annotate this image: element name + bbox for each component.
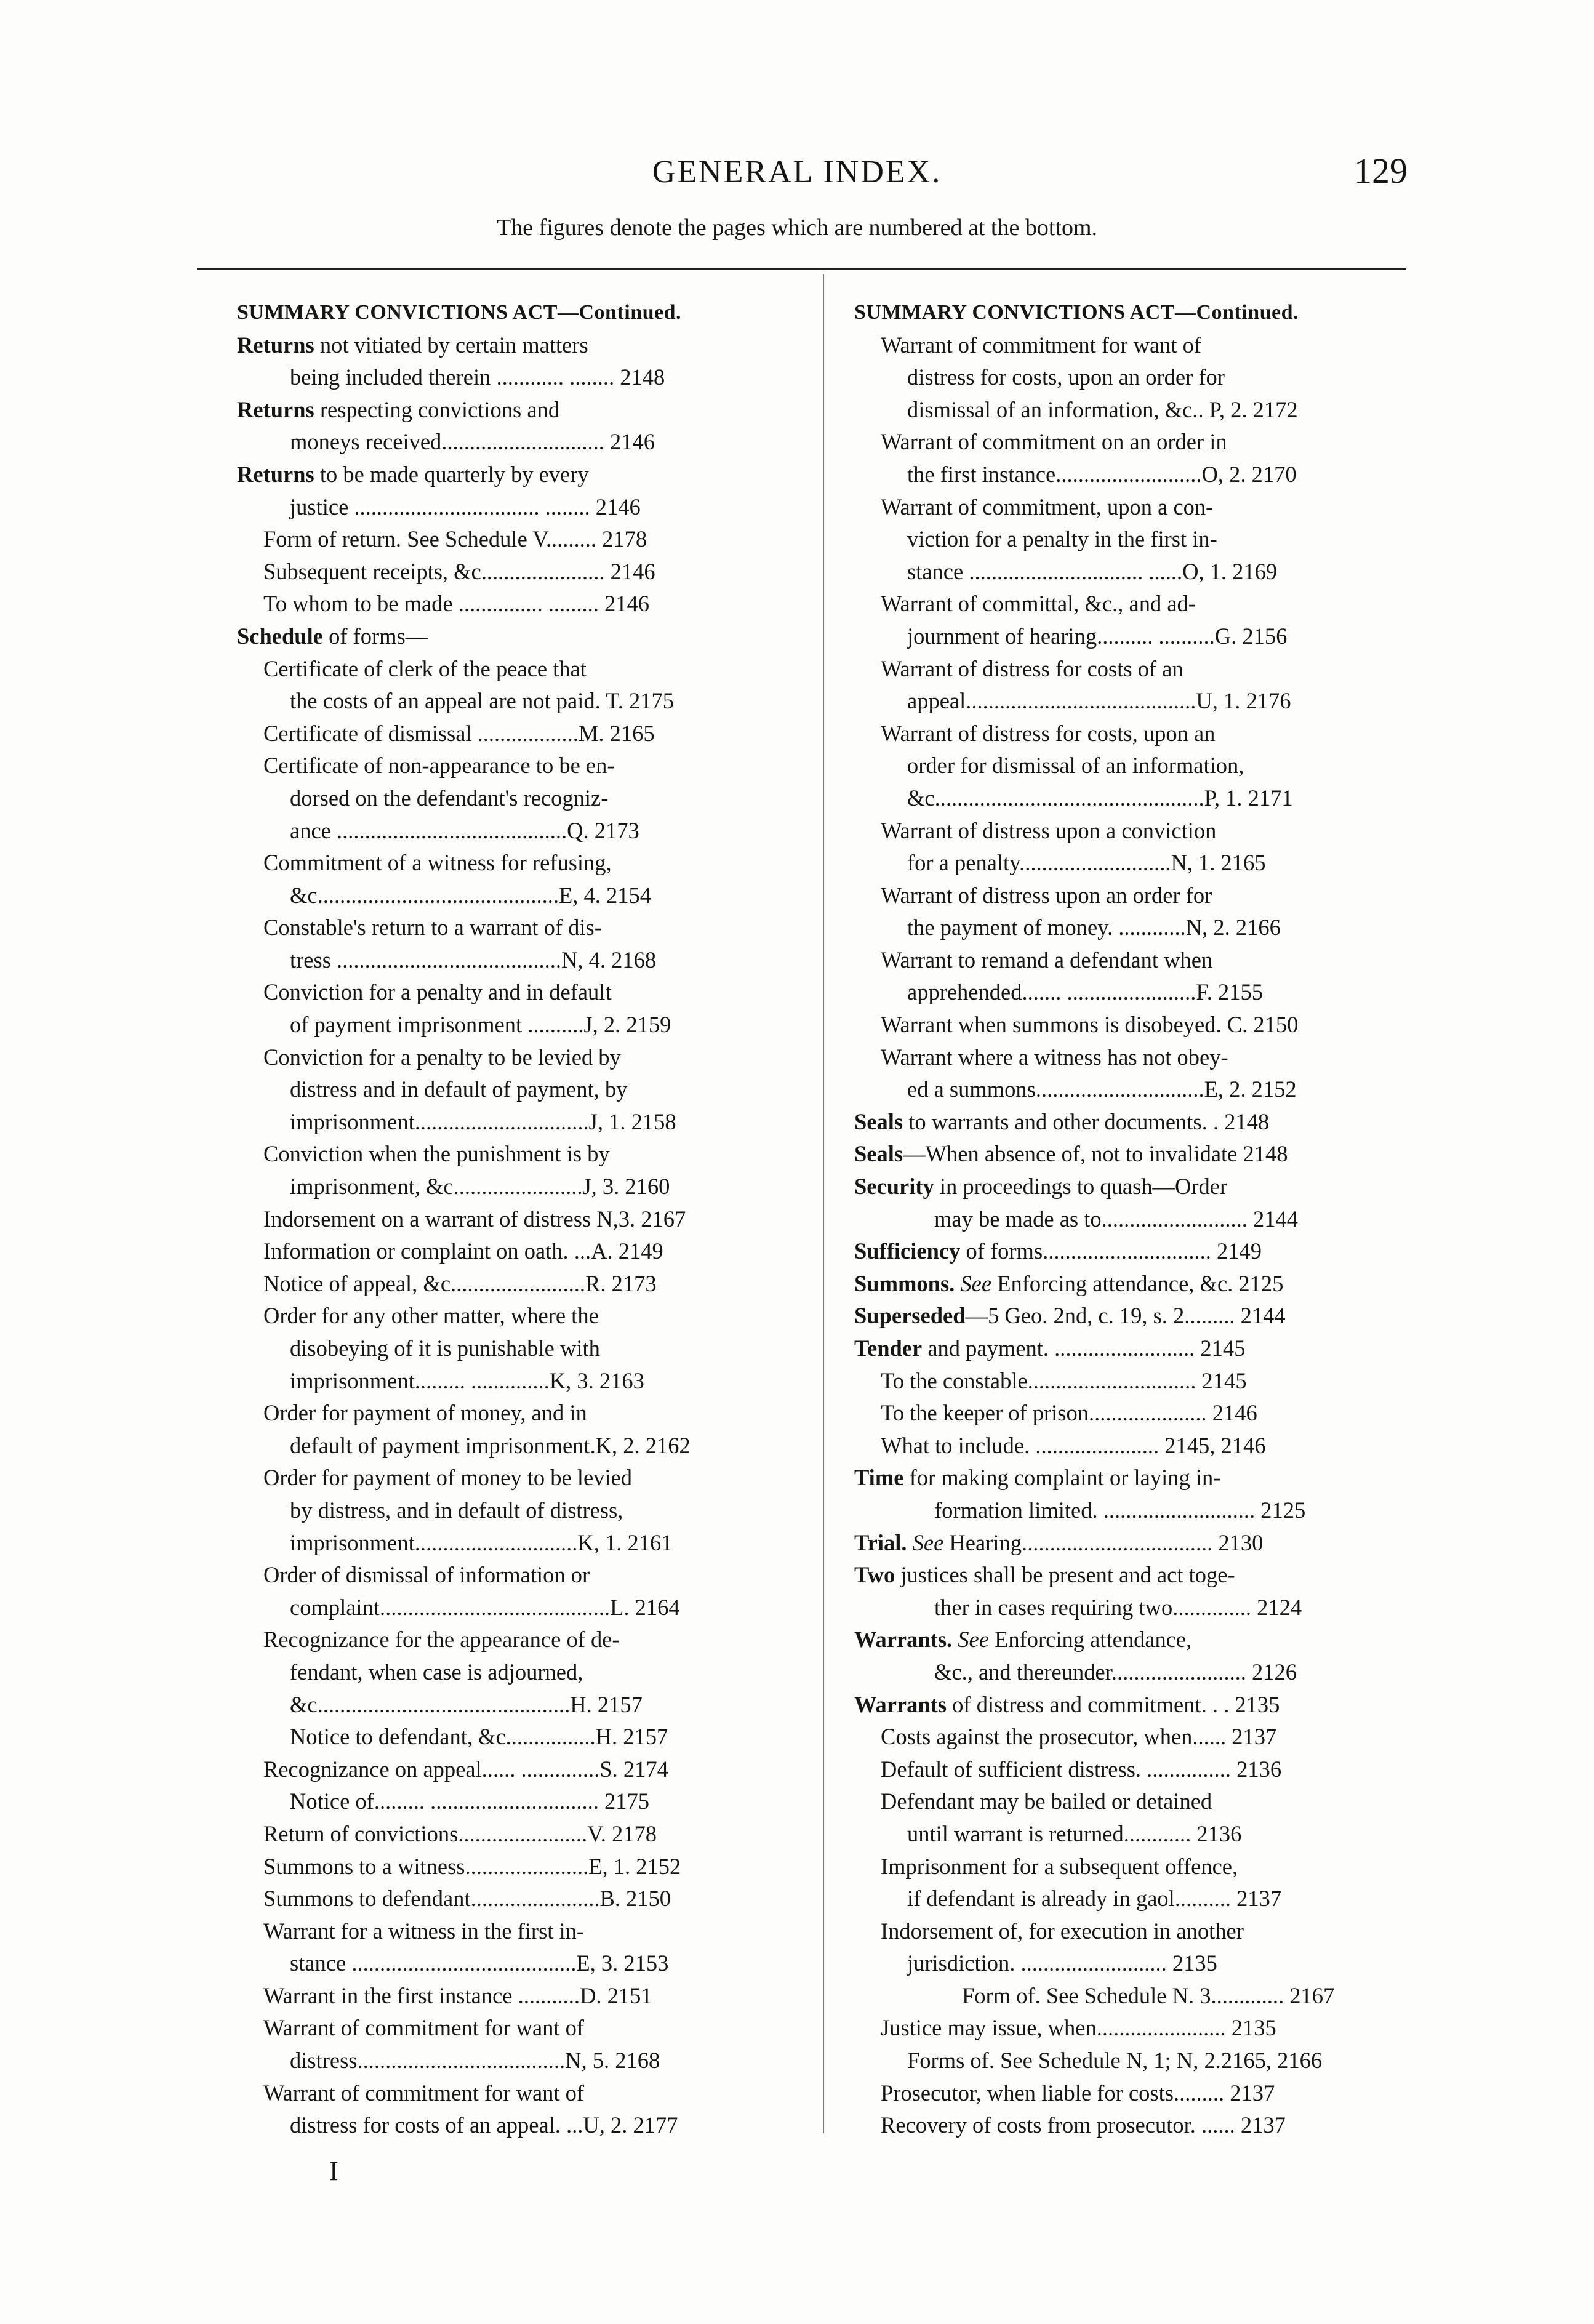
entry-text: Warrant when summons is disobeyed. C. 2150 [881, 1012, 1299, 1038]
index-entry-line [854, 685, 1408, 718]
page-number: 129 [1354, 151, 1408, 191]
index-entry-line [854, 361, 1408, 394]
section-heading: SUMMARY CONVICTIONS ACT—Continued. [854, 301, 1299, 324]
entry-keyword: Summons. [854, 1270, 955, 1296]
entry-keyword: Seals [854, 1141, 903, 1167]
entry-text: tress ........................................N, 4. 2168 [290, 947, 657, 972]
index-entry-line [854, 1785, 1408, 1818]
entry-text: Warrant of distress for costs of an [881, 655, 1183, 681]
index-entry-line [854, 1592, 1408, 1624]
entry-text: Indorsement of, for execution in another [881, 1918, 1244, 1944]
index-entry-line [237, 1106, 794, 1139]
column-divider [823, 274, 824, 2133]
entry-text: disobeying of it is punishable with [290, 1336, 600, 1361]
index-entry-line [237, 1559, 794, 1592]
index-entry-line [237, 1171, 794, 1203]
entry-text: of forms.............................. 2149 [960, 1238, 1262, 1264]
index-entry-line [237, 1689, 794, 1721]
entry-text: the first instance..........................O, 2. 2170 [907, 461, 1297, 487]
entry-text: Return of convictions.......................V. 2178 [263, 1821, 657, 1846]
index-entry-line [237, 1818, 794, 1851]
index-entry-line [237, 1656, 794, 1689]
index-entry-line [854, 782, 1408, 815]
entry-keyword: Warrants [854, 1691, 947, 1717]
entry-text: Order for payment of money, and in [263, 1400, 587, 1426]
index-entry-line [237, 361, 794, 394]
entry-text: Certificate of clerk of the peace that [263, 655, 587, 681]
index-entry-line [854, 1494, 1408, 1527]
entry-text: Hearing.................................. 2130 [943, 1529, 1264, 1555]
index-entry-line [237, 1947, 794, 1980]
index-entry-line [854, 1138, 1408, 1171]
index-entry-line [237, 1753, 794, 1786]
entry-text: Indorsement on a warrant of distress N,3. 2167 [263, 1206, 686, 1232]
index-entry-line [237, 944, 794, 977]
signature-mark: I [329, 2156, 338, 2186]
entry-text: not vitiated by certain matters [314, 332, 588, 358]
entry-text: Defendant may be bailed or detained [881, 1789, 1212, 1814]
entry-text: What to include. ...................... 2145, 2146 [881, 1432, 1266, 1458]
entry-text: of forms— [322, 623, 428, 649]
index-entry-line [854, 1851, 1408, 1883]
entry-text: Prosecutor, when liable for costs......... 2137 [881, 2080, 1275, 2106]
entry-text: Subsequent receipts, &c...................... 2146 [263, 558, 655, 584]
entry-text: justice ................................. ........ 2146 [290, 494, 641, 519]
entry-text: Form of. See Schedule N. 3............. 2167 [962, 1982, 1335, 2008]
entry-text: stance ............................... ......O, 1. 2169 [907, 558, 1278, 584]
entry-text: stance ........................................E, 3. 2153 [290, 1950, 669, 1976]
entry-text: distress for costs, upon an order for [907, 364, 1225, 390]
entry-text: Warrant of distress for costs, upon an [881, 720, 1216, 746]
index-entry-line [854, 1332, 1408, 1365]
index-entry-line [854, 329, 1408, 362]
entry-text: Conviction when the punishment is by [263, 1141, 610, 1167]
entry-text: Justice may issue, when....................... 2135 [881, 2015, 1276, 2041]
entry-text: respecting convictions and [314, 396, 560, 422]
index-entry-line [237, 1883, 794, 1915]
index-column-right [854, 297, 1408, 2142]
index-entry-line [237, 459, 794, 491]
index-entry-line [237, 750, 794, 782]
entry-text: apprehended....... .......................F. 2155 [907, 979, 1263, 1005]
entry-text: appeal.........................................U, 1. 2176 [907, 688, 1291, 714]
index-entry-line [237, 2045, 794, 2077]
entry-text: &c................................................P, 1. 2171 [907, 785, 1293, 811]
index-entry-line [237, 1527, 794, 1560]
entry-text: and payment. ......................... 2145 [922, 1336, 1246, 1361]
index-entry-line [237, 2077, 794, 2110]
entry-text: formation limited. ........................... 2125 [934, 1497, 1306, 1523]
entry-text: imprisonment, &c.......................J, 3. 2160 [290, 1174, 670, 1200]
entry-text: the payment of money. ............N, 2. 2166 [907, 915, 1281, 940]
index-entry-line [237, 880, 794, 912]
index-entry-line [237, 1300, 794, 1332]
index-entry-line [237, 556, 794, 588]
index-entry-line [854, 556, 1408, 588]
index-entry-line [854, 1915, 1408, 1948]
index-entry-line [237, 1851, 794, 1883]
entry-text: Warrant to remand a defendant when [881, 947, 1213, 972]
entry-text: Warrant where a witness has not obey- [881, 1044, 1228, 1070]
entry-text: Warrant of commitment, upon a con- [881, 494, 1214, 519]
index-entry-line [854, 1559, 1408, 1592]
entry-text: Warrant of commitment for want of [263, 2080, 585, 2106]
entry-text: Information or complaint on oath. ...A. 2149 [263, 1238, 663, 1264]
index-entry-line [237, 976, 794, 1009]
entry-keyword: Superseded [854, 1303, 966, 1329]
index-entry-line [854, 1883, 1408, 1915]
entry-text: &c.............................................H. 2157 [290, 1691, 643, 1717]
entry-text: journment of hearing.......... ..........G. 2156 [907, 623, 1288, 649]
index-entry-line [237, 1721, 794, 1753]
entry-text: Recognizance on appeal...... ..............S. 2174 [263, 1756, 668, 1782]
index-column-left [237, 297, 794, 2142]
entry-text: Constable's return to a warrant of dis- [263, 915, 602, 940]
entry-text: Warrant in the first instance ...........D. 2151 [263, 1982, 652, 2008]
entry-text: Commitment of a witness for refusing, [263, 850, 612, 876]
index-entry-line [237, 1462, 794, 1494]
entry-text: Conviction for a penalty to be levied by [263, 1044, 621, 1070]
index-entry-line [237, 329, 794, 362]
entry-keyword: Tender [854, 1336, 923, 1361]
index-entry-line [854, 588, 1408, 620]
entry-text: Recovery of costs from prosecutor. ...... 2137 [881, 2112, 1286, 2138]
entry-text: default of payment imprisonment.K, 2. 2162 [290, 1432, 691, 1458]
entry-text: To the keeper of prison..................... 2146 [881, 1400, 1257, 1426]
entry-keyword: Time [854, 1465, 904, 1491]
index-entry-line [237, 1268, 794, 1300]
entry-text: Warrant of commitment on an order in [881, 429, 1227, 455]
index-entry-line [237, 1430, 794, 1462]
entry-text: ed a summons..............................E, 2. 2152 [907, 1076, 1297, 1102]
index-entry-line [854, 1656, 1408, 1689]
entry-keyword: Two [854, 1562, 895, 1588]
index-entry-line [854, 976, 1408, 1009]
entry-text: Form of return. See Schedule V......... 2178 [263, 526, 647, 552]
index-entry-line [854, 1009, 1408, 1041]
entry-text: by distress, and in default of distress, [290, 1497, 623, 1523]
entry-text: imprisonment......... ..............K, 3. 2163 [290, 1368, 644, 1393]
entry-text: Notice of......... .............................. 2175 [290, 1789, 649, 1814]
index-entry-line [854, 1462, 1408, 1494]
entry-keyword: Trial. [854, 1529, 907, 1555]
entry-text: Warrant of distress upon an order for [881, 882, 1212, 908]
index-entry-line [854, 2109, 1408, 2142]
index-entry-line [854, 1106, 1408, 1139]
index-entry-line [237, 491, 794, 524]
index-entry-line [854, 1268, 1408, 1300]
index-entry-line [237, 2109, 794, 2142]
entry-text: Warrant for a witness in the first in- [263, 1918, 585, 1944]
index-entry-line [854, 944, 1408, 977]
entry-keyword: Returns [237, 396, 314, 422]
index-entry-line [854, 815, 1408, 847]
index-entry-line [854, 1947, 1408, 1980]
entry-text: ther in cases requiring two.............. 2124 [934, 1594, 1302, 1620]
entry-keyword: Returns [237, 461, 314, 487]
entry-text: Order for any other matter, where the [263, 1303, 599, 1329]
index-entries [854, 329, 1408, 2142]
entry-text: —5 Geo. 2nd, c. 19, s. 2......... 2144 [965, 1303, 1286, 1329]
index-entry-line [237, 1915, 794, 1948]
index-entry-line [854, 1365, 1408, 1398]
entry-text: Warrant of commitment for want of [881, 332, 1202, 358]
index-entry-line [237, 588, 794, 620]
page-title: GENERAL INDEX. [652, 154, 942, 190]
entry-cross-reference: See [955, 1270, 992, 1296]
index-entry-line [854, 1041, 1408, 1074]
index-entry-line [854, 491, 1408, 524]
entry-text: Warrant of commitment for want of [263, 2015, 585, 2041]
index-entry-line [854, 1430, 1408, 1462]
index-entry-line [854, 1073, 1408, 1106]
entry-text: dorsed on the defendant's recogniz- [290, 785, 609, 811]
index-entry-line [854, 620, 1408, 653]
entry-text: complaint.........................................L. 2164 [290, 1594, 680, 1620]
entry-keyword: Seals [854, 1108, 903, 1134]
entry-text: of distress and commitment. . . 2135 [947, 1691, 1280, 1717]
entry-text: Notice to defendant, &c................H. 2157 [290, 1724, 668, 1750]
index-entry-line [237, 1365, 794, 1398]
entry-text: imprisonment...............................J, 1. 2158 [290, 1108, 676, 1134]
entry-text: Order of dismissal of information or [263, 1562, 590, 1588]
entry-text: To the constable.............................. 2145 [881, 1368, 1247, 1393]
section-heading: SUMMARY CONVICTIONS ACT—Continued. [237, 301, 682, 324]
index-entry-line [237, 782, 794, 815]
index-entry-line [854, 2077, 1408, 2110]
entry-text: in proceedings to quash—Order [934, 1174, 1228, 1200]
entry-text: imprisonment.............................K, 1. 2161 [290, 1529, 673, 1555]
entry-text: Warrant of committal, &c., and ad- [881, 591, 1196, 617]
index-entry-line [854, 1235, 1408, 1268]
index-entry-line [854, 1753, 1408, 1786]
entry-text: Enforcing attendance, [988, 1627, 1192, 1653]
index-entry-line [854, 2045, 1408, 2077]
index-entry-line [854, 912, 1408, 944]
entry-text: Summons to a witness......................E, 1. 2152 [263, 1853, 681, 1879]
entry-text: for making complaint or laying in- [903, 1465, 1221, 1491]
header-divider [197, 268, 1406, 270]
entry-text: Default of sufficient distress. ............... 2136 [881, 1756, 1282, 1782]
index-entry-line [237, 1041, 794, 1074]
index-entry-line [237, 1332, 794, 1365]
index-entry-line [237, 620, 794, 653]
index-entry-line [854, 1818, 1408, 1851]
entry-text: may be made as to.......................... 2144 [934, 1206, 1299, 1232]
index-entry-line [854, 880, 1408, 912]
entry-text: the costs of an appeal are not paid. T. 2175 [290, 688, 675, 714]
entry-text: distress.....................................N, 5. 2168 [290, 2048, 660, 2074]
index-entry-line [854, 847, 1408, 880]
entry-text: To whom to be made ............... ......... 2146 [263, 591, 650, 617]
index-entry-line [854, 1527, 1408, 1560]
entry-text: for a penalty...........................N, 1. 2165 [907, 850, 1266, 876]
entry-text: Costs against the prosecutor, when...... 2137 [881, 1724, 1277, 1750]
entry-text: &c., and thereunder........................ 2126 [934, 1659, 1297, 1685]
index-entry-line [237, 1138, 794, 1171]
entry-text: order for dismissal of an information, [907, 753, 1244, 779]
entry-text: —When absence of, not to invalidate 2148 [903, 1141, 1288, 1167]
index-entry-line [237, 1009, 794, 1041]
entry-text: justices shall be present and act toge- [895, 1562, 1235, 1588]
index-entry-line [237, 1592, 794, 1624]
entry-text: Forms of. See Schedule N, 1; N, 2.2165, 2166 [907, 2048, 1323, 2074]
index-entry-line [237, 1203, 794, 1236]
entry-text: distress and in default of payment, by [290, 1076, 628, 1102]
index-entry-line [854, 1624, 1408, 1656]
index-entry-line [854, 653, 1408, 686]
entry-text: Notice of appeal, &c........................R. 2173 [263, 1270, 657, 1296]
entry-text: to be made quarterly by every [314, 461, 589, 487]
index-entry-line [237, 394, 794, 427]
index-entry-line [854, 2012, 1408, 2045]
index-entry-line [854, 459, 1408, 491]
entry-text: Imprisonment for a subsequent offence, [881, 1853, 1238, 1879]
index-entry-line [237, 1785, 794, 1818]
index-entry-line [237, 426, 794, 459]
entry-text: ance .........................................Q. 2173 [290, 817, 639, 843]
entry-keyword: Warrants. [854, 1627, 953, 1653]
entry-text: fendant, when case is adjourned, [290, 1659, 583, 1685]
entry-text: if defendant is already in gaol.......... 2137 [907, 1886, 1282, 1912]
index-entry-line [237, 1980, 794, 2013]
index-entry-line [854, 750, 1408, 782]
entry-keyword: Security [854, 1174, 934, 1200]
entry-text: Certificate of dismissal ..................M. 2165 [263, 720, 655, 746]
entry-text: until warrant is returned............ 2136 [907, 1821, 1242, 1846]
page-subtitle: The figures denote the pages which are numbered at the bottom. [496, 215, 1098, 241]
index-entry-line [237, 718, 794, 750]
index-entry-line [854, 426, 1408, 459]
index-entry-line [854, 1203, 1408, 1236]
entry-text: distress for costs of an appeal. ...U, 2. 2177 [290, 2112, 678, 2138]
entry-keyword: Returns [237, 332, 314, 358]
entry-text: Summons to defendant.......................B. 2150 [263, 1886, 671, 1912]
entry-text: of payment imprisonment ..........J, 2. 2159 [290, 1012, 671, 1038]
entry-text: being included therein ............ ........ 2148 [290, 364, 665, 390]
index-entry-line [237, 1397, 794, 1430]
index-entry-line [854, 1721, 1408, 1753]
entry-text: to warrants and other documents. . 2148 [903, 1108, 1270, 1134]
index-entry-line [237, 912, 794, 944]
entry-keyword: Sufficiency [854, 1238, 961, 1264]
index-entry-line [237, 1624, 794, 1656]
index-entry-line [237, 523, 794, 556]
index-entry-line [237, 847, 794, 880]
index-entry-line [237, 2012, 794, 2045]
index-entry-line [237, 1235, 794, 1268]
index-entry-line [237, 1494, 794, 1527]
entry-text: dismissal of an information, &c.. P, 2. 2172 [907, 396, 1298, 422]
entry-cross-reference: See [907, 1529, 944, 1555]
index-entry-line [854, 523, 1408, 556]
entry-text: Recognizance for the appearance of de- [263, 1627, 620, 1653]
entry-text: viction for a penalty in the first in- [907, 526, 1217, 552]
entry-cross-reference: See [952, 1627, 989, 1653]
entry-text: Conviction for a penalty and in default [263, 979, 612, 1005]
index-entry-line [237, 815, 794, 847]
index-entry-line [237, 653, 794, 686]
entry-text: Enforcing attendance, &c. 2125 [991, 1270, 1284, 1296]
entry-text: &c...........................................E, 4. 2154 [290, 882, 652, 908]
index-entry-line [854, 1397, 1408, 1430]
entry-text: moneys received............................. 2146 [290, 429, 655, 455]
index-entry-line [854, 1171, 1408, 1203]
index-entry-line [854, 1980, 1408, 2013]
index-entry-line [237, 685, 794, 718]
index-entry-line [854, 1689, 1408, 1721]
entry-text: Certificate of non-appearance to be en- [263, 753, 615, 779]
index-entry-line [237, 1073, 794, 1106]
entry-text: jurisdiction. .......................... 2135 [907, 1950, 1217, 1976]
index-entries [237, 329, 794, 2142]
index-entry-line [854, 718, 1408, 750]
index-entry-line [854, 394, 1408, 427]
entry-text: Order for payment of money to be levied [263, 1465, 633, 1491]
index-entry-line [854, 1300, 1408, 1332]
entry-text: Warrant of distress upon a conviction [881, 817, 1217, 843]
entry-keyword: Schedule [237, 623, 323, 649]
